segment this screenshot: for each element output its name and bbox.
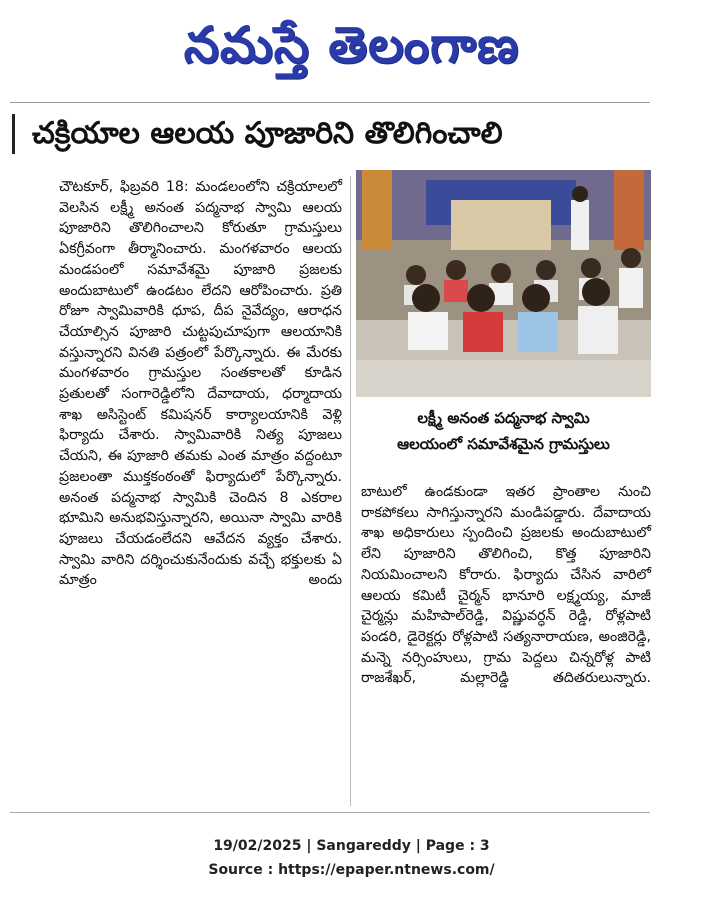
photo-caption <box>356 405 651 465</box>
masthead-title: నమస్తే తెలంగాణ <box>183 16 520 74</box>
bottom-divider <box>10 812 650 813</box>
masthead-logo <box>0 4 703 86</box>
edition-info: 19/02/2025 | Sangareddy | Page : 3 <box>213 838 490 854</box>
top-divider <box>10 102 650 103</box>
temple-meeting-photo-icon <box>356 170 651 397</box>
source-link[interactable]: Source : https://epaper.ntnews.com/ <box>208 862 495 878</box>
photo-caption-line-1: లక్ష్మీ అనంత పద్మనాభ స్వామి <box>417 409 590 427</box>
headline-accent-bar <box>12 114 15 154</box>
article-column-right: బాటులో ఉండకుండా ఇతర ప్రాంతాల నుంచి రాకపోకలు సాగిస్తున్నారని మండిపడ్డారు. దేవాదాయ శాఖ అధికారులు స్పందించి ప్రజలకు అందుబాటులో లేని పూజారిని తొలిగించి, కొత్త పూజారిని నియమించాలని కోరారు. ఫిర్యాదు చేసిన వారిలో ఆలయ కమిటీ చైర్మన్ భానూరి లక్ష్మయ్య, మాజీ చైర్మన్లు మహిపాల్‌రెడ్డి, విష్ణువర్ధన్ రెడ్డి, రోళ్లపాటి పండరి, డైరెక్టర్లు రోళ్లపాటి సత్యనారాయణ, అంజిరెడ్డి, మన్నె నర్సింహులు, గ్రామ పెద్దలు చిన్నరోళ్ల పాటి రాజశేఖర్, మల్లారెడ్డి తదితరులున్నారు. <box>361 484 651 687</box>
headline: చక్రియాల ఆలయ పూజారిని తొలిగించాలి <box>32 116 503 151</box>
news-photo <box>356 170 651 397</box>
article-column-left: చౌటకూర్, ఫిబ్రవరి 18: మండలంలోని చక్రియాలలో వెలసిన లక్ష్మీ అనంత పద్మనాభ స్వామి ఆలయ పూజారిని తొలిగించాలని కోరుతూ గ్రామస్తులు ఏకగ్రీవంగా తీర్మానించారు. మంగళవారం ఆలయ మండపంలో సమావేశమై పూజారి ప్రజలకు అందుబాటులో ఉండటం లేదని ఆరోపించారు. ప్రతి రోజూ స్వామివారికి ధూప, దీప నైవేద్యం, ఆరాధన చేయాల్సిన పూజారి చుట్టపుచూపుగా ఆలయానికి వస్తున్నారని వినతి పత్రంలో పేర్కొన్నారు. ఈ మేరకు మంగళవారం గ్రామస్తుల సంతకాలతో కూడిన ప్రతులతో సంగారెడ్డిలోని దేవాదాయ, ధర్మాదాయ శాఖ అసిస్టెంట్ కమిషనర్ కార్యాలయానికి వెళ్లి ఫిర్యాదు చేశారు. స్వామివారికి నిత్య పూజలు చేయని, ఈ పూజారి తమకు ఎంత మాత్రం వద్దంటూ ప్రజలంతా ముక్తకంఠంతో ఫిర్యాదులో పేర్కొన్నారు. అనంత పద్మనాభ స్వామికి చెందిన 8 ఎకరాల భూమిని అనుభవిస్తున్నారని, అయినా స్వామి వారికి పూజలు చేయడంలేదని ఆవేదన వ్యక్తం చేశారు. స్వామి వారిని దర్శించుకునేందుకు వచ్చే భక్తులకు ఏ మాత్రం అందు <box>59 179 342 589</box>
headline-block <box>12 112 652 158</box>
photo-caption-line-2: ఆలయంలో సమావేశమైన గ్రామస్తులు <box>397 435 610 453</box>
column-divider <box>350 176 351 806</box>
